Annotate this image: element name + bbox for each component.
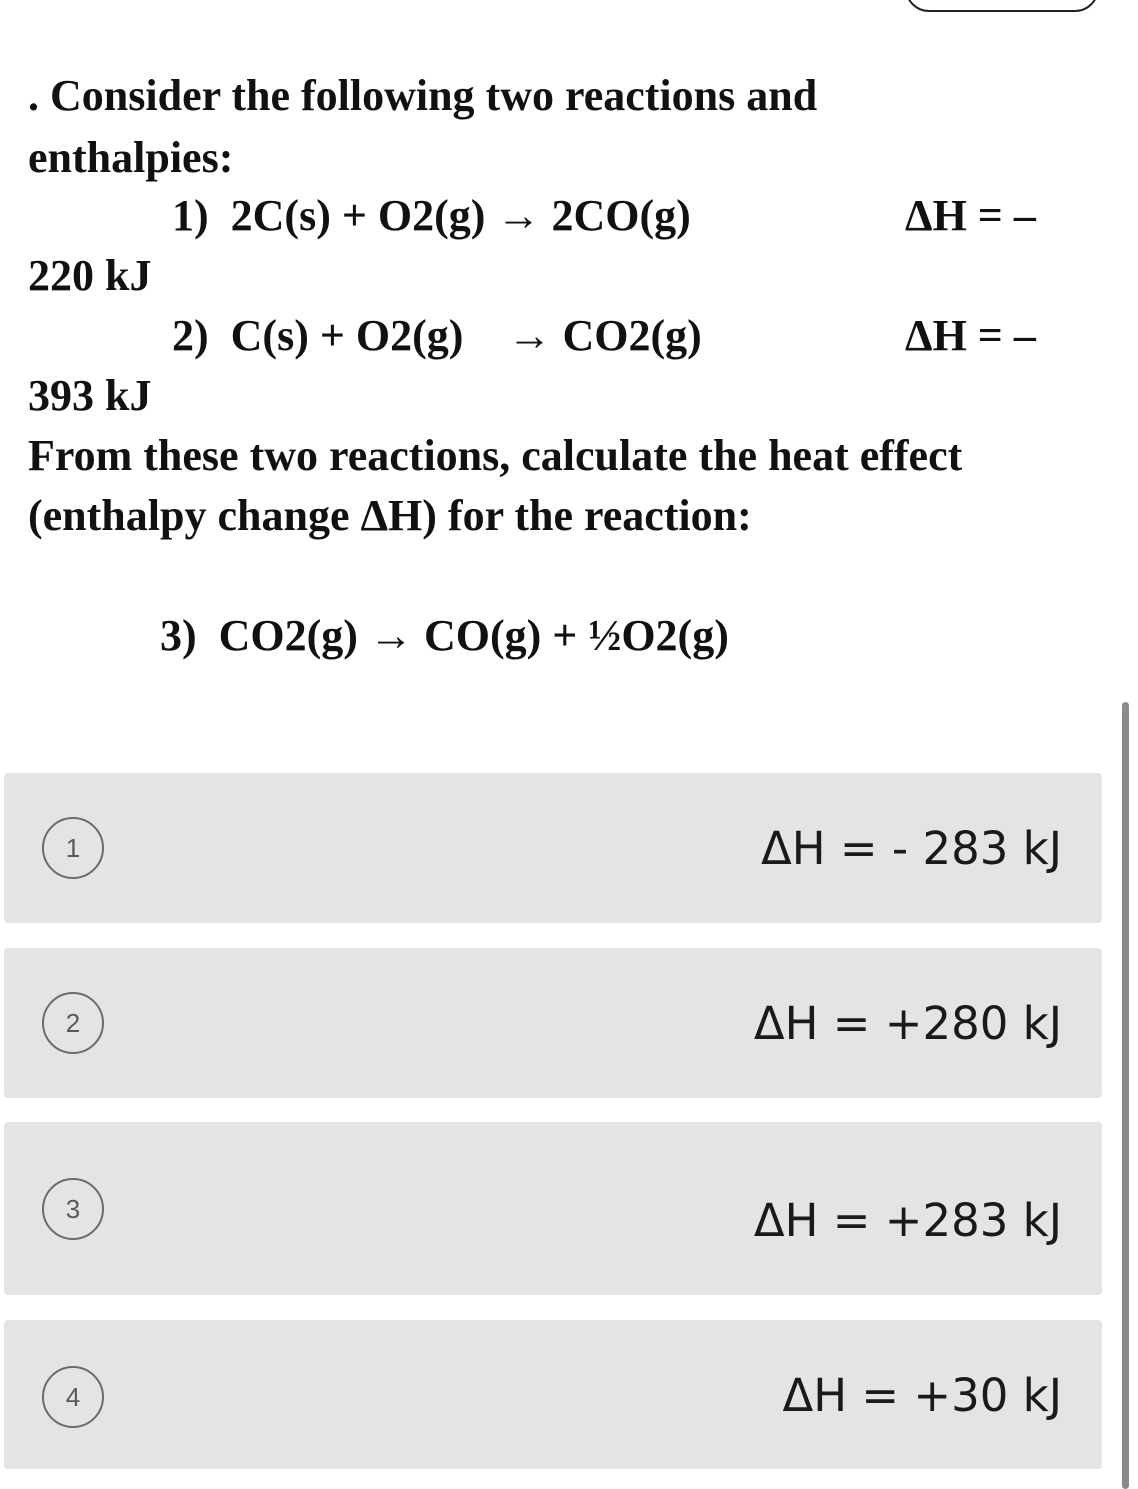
answer-option-3[interactable] <box>4 1122 1102 1295</box>
reaction-3-equation: 3) CO2(g) → CO(g) + ½O2(g) <box>160 611 729 660</box>
reaction-2-equation: 2) C(s) + O2(g) → CO2(g) <box>172 311 702 360</box>
option-number-badge: 1 <box>42 817 104 879</box>
option-number-badge: 4 <box>42 1366 104 1428</box>
reaction-2-enthalpy-label: ΔH = – <box>905 311 1036 360</box>
reaction-2-enthalpy-value: 393 kJ <box>28 371 152 420</box>
question-line-1: . Consider the following two reactions and <box>28 71 818 120</box>
answer-option-4[interactable] <box>4 1320 1102 1469</box>
option-answer-text: ΔH = - 283 kJ <box>760 822 1062 875</box>
prompt-line-2: (enthalpy change ΔH) for the reaction: <box>28 491 752 540</box>
option-answer-text: ΔH = +30 kJ <box>782 1369 1062 1422</box>
reaction-1-equation: 1) 2C(s) + O2(g) → 2CO(g) <box>172 191 691 240</box>
answer-option-2[interactable] <box>4 948 1102 1098</box>
option-answer-text: ΔH = +280 kJ <box>753 997 1062 1050</box>
scrollbar[interactable] <box>1122 702 1129 1489</box>
reaction-1-enthalpy-label: ΔH = – <box>905 191 1036 240</box>
option-answer-text: ΔH = +283 kJ <box>753 1194 1062 1247</box>
answer-option-1[interactable] <box>4 773 1102 923</box>
question-text <box>0 0 1138 720</box>
prompt-line-1: From these two reactions, calculate the heat effect <box>28 431 963 480</box>
reaction-1-enthalpy-value: 220 kJ <box>28 251 152 300</box>
option-number-badge: 3 <box>42 1178 104 1240</box>
question-line-2: enthalpies: <box>28 133 234 182</box>
option-number-badge: 2 <box>42 992 104 1054</box>
